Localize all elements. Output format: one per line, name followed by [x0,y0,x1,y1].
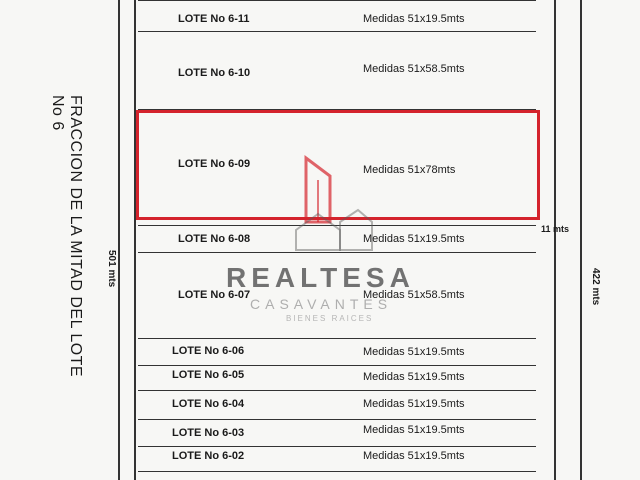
lot-label: LOTE No 6-09 [178,158,251,170]
lot-measure: Medidas 51x19.5mts [363,13,465,25]
watermark-brand: REALTESA [226,262,415,293]
watermark-subtitle: CASAVANTES [250,296,393,312]
lot-measure: Medidas 51x19.5mts [363,371,465,383]
lot-row[interactable] [138,420,536,447]
right-boundary-line [580,0,582,480]
lot-label: LOTE No 6-07 [178,289,251,301]
lot-label: LOTE No 6-10 [178,67,251,79]
lot-measure: Medidas 51x58.5mts [363,63,465,75]
inner-right-boundary-line [554,0,556,480]
left-boundary-line [118,0,120,480]
lot-label: LOTE No 6-06 [172,345,245,357]
left-dimension-label: 501 mts [106,250,117,288]
lot-measure: Medidas 51x19.5mts [363,424,465,436]
watermark-tagline: BIENES RAICES [286,314,374,323]
lot-measure: Medidas 51x78mts [363,164,456,176]
lot-measure: Medidas 51x19.5mts [363,233,465,245]
lot-measure: Medidas 51x58.5mts [363,289,465,301]
lot-label: LOTE No 6-05 [172,369,245,381]
front-dimension-label: 11 mts [541,224,570,234]
side-title: FRACCION DE LA MITAD DEL LOTE No 6 [49,95,84,378]
lot-label: LOTE No 6-04 [172,398,245,410]
lot-row[interactable] [138,447,536,472]
lot-measure: Medidas 51x19.5mts [363,450,465,462]
right-dimension-label: 422 mts [590,268,601,306]
lot-label: LOTE No 6-02 [172,450,245,462]
lot-row[interactable] [138,0,536,32]
lot-label: LOTE No 6-08 [178,233,251,245]
highlighted-lot-frame [136,110,540,220]
inner-left-boundary-line [134,0,136,480]
lot-row[interactable] [138,339,536,366]
lot-row[interactable] [138,226,536,253]
lot-row[interactable] [138,391,536,420]
lot-row[interactable] [138,366,536,391]
lot-row[interactable] [138,31,536,110]
lot-measure: Medidas 51x19.5mts [363,346,465,358]
lot-label: LOTE No 6-11 [178,13,250,25]
lot-label: LOTE No 6-03 [172,427,245,439]
lot-measure: Medidas 51x19.5mts [363,398,465,410]
